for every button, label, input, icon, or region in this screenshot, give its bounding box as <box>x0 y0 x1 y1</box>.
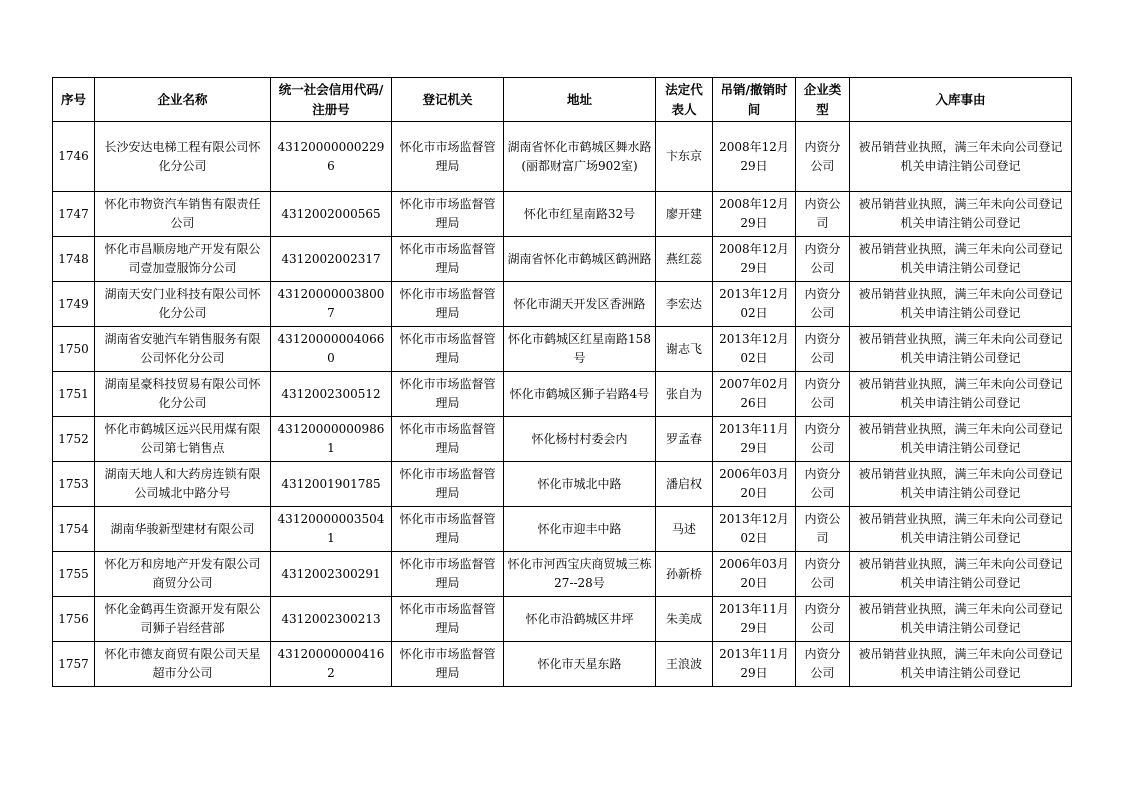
cell-authority: 怀化市市场监督管理局 <box>392 462 504 507</box>
cell-authority: 怀化市市场监督管理局 <box>392 597 504 642</box>
table-row <box>53 282 1072 327</box>
cell-address: 湖南省怀化市鹤城区鹤洲路 <box>504 237 656 282</box>
cell-authority: 怀化市市场监督管理局 <box>392 372 504 417</box>
cell-credit-code: 4312002000565 <box>271 192 392 237</box>
header-rep: 法定代表人 <box>656 78 713 122</box>
header-date: 吊销/撤销时间 <box>713 78 796 122</box>
cell-seq: 1748 <box>53 237 95 282</box>
cell-revoke-date: 2006年03月20日 <box>713 552 796 597</box>
cell-credit-code: 4312002300512 <box>271 372 392 417</box>
cell-address: 怀化杨村村委会内 <box>504 417 656 462</box>
cell-address: 怀化市天星东路 <box>504 642 656 687</box>
cell-credit-code: 431200000004162 <box>271 642 392 687</box>
cell-enterprise-type: 内资分公司 <box>796 417 850 462</box>
cell-enterprise-type: 内资分公司 <box>796 462 850 507</box>
cell-enterprise-name: 怀化金鹤再生资源开发有限公司狮子岩经营部 <box>95 597 271 642</box>
table-row <box>53 462 1072 507</box>
cell-credit-code: 4312002002317 <box>271 237 392 282</box>
cell-enterprise-type: 内资分公司 <box>796 552 850 597</box>
cell-credit-code: 431200000035041 <box>271 507 392 552</box>
cell-reason: 被吊销营业执照，满三年未向公司登记机关申请注销公司登记 <box>850 237 1072 282</box>
cell-seq: 1757 <box>53 642 95 687</box>
cell-authority: 怀化市市场监督管理局 <box>392 552 504 597</box>
registry-table-container <box>52 77 1072 687</box>
cell-seq: 1750 <box>53 327 95 372</box>
cell-authority: 怀化市市场监督管理局 <box>392 237 504 282</box>
cell-seq: 1753 <box>53 462 95 507</box>
cell-legal-rep: 谢志飞 <box>656 327 713 372</box>
cell-credit-code: 431200000040660 <box>271 327 392 372</box>
cell-enterprise-type: 内资分公司 <box>796 327 850 372</box>
cell-enterprise-name: 湖南华骏新型建材有限公司 <box>95 507 271 552</box>
cell-address: 怀化市沿鹤城区井坪 <box>504 597 656 642</box>
cell-legal-rep: 廖开建 <box>656 192 713 237</box>
cell-reason: 被吊销营业执照，满三年未向公司登记机关申请注销公司登记 <box>850 122 1072 192</box>
cell-credit-code: 431200000038007 <box>271 282 392 327</box>
table-row <box>53 327 1072 372</box>
cell-reason: 被吊销营业执照，满三年未向公司登记机关申请注销公司登记 <box>850 507 1072 552</box>
cell-enterprise-type: 内资公司 <box>796 192 850 237</box>
cell-address: 怀化市鹤城区狮子岩路4号 <box>504 372 656 417</box>
cell-seq: 1749 <box>53 282 95 327</box>
cell-address: 怀化市鹤城区红星南路158号 <box>504 327 656 372</box>
header-code: 统一社会信用代码/注册号 <box>271 78 392 122</box>
cell-revoke-date: 2008年12月29日 <box>713 122 796 192</box>
cell-seq: 1754 <box>53 507 95 552</box>
revoked-enterprises-table <box>52 77 1072 687</box>
table-row <box>53 192 1072 237</box>
cell-legal-rep: 李宏达 <box>656 282 713 327</box>
cell-enterprise-name: 湖南天安门业科技有限公司怀化分公司 <box>95 282 271 327</box>
cell-enterprise-type: 内资分公司 <box>796 237 850 282</box>
cell-enterprise-name: 怀化市物资汽车销售有限责任公司 <box>95 192 271 237</box>
cell-revoke-date: 2013年12月02日 <box>713 282 796 327</box>
cell-credit-code: 4312002300291 <box>271 552 392 597</box>
header-name: 企业名称 <box>95 78 271 122</box>
cell-authority: 怀化市市场监督管理局 <box>392 122 504 192</box>
header-authority: 登记机关 <box>392 78 504 122</box>
cell-authority: 怀化市市场监督管理局 <box>392 417 504 462</box>
cell-enterprise-name: 怀化市鹤城区远兴民用煤有限公司第七销售点 <box>95 417 271 462</box>
cell-legal-rep: 潘启权 <box>656 462 713 507</box>
cell-address: 湖南省怀化市鹤城区舞水路(丽都财富广场902室) <box>504 122 656 192</box>
cell-authority: 怀化市市场监督管理局 <box>392 507 504 552</box>
cell-address: 怀化市湖天开发区香洲路 <box>504 282 656 327</box>
table-row <box>53 237 1072 282</box>
cell-address: 怀化市城北中路 <box>504 462 656 507</box>
table-row <box>53 642 1072 687</box>
cell-enterprise-name: 湖南天地人和大药房连锁有限公司城北中路分号 <box>95 462 271 507</box>
cell-reason: 被吊销营业执照，满三年未向公司登记机关申请注销公司登记 <box>850 282 1072 327</box>
cell-reason: 被吊销营业执照，满三年未向公司登记机关申请注销公司登记 <box>850 552 1072 597</box>
header-type: 企业类型 <box>796 78 850 122</box>
cell-legal-rep: 王浪波 <box>656 642 713 687</box>
header-reason: 入库事由 <box>850 78 1072 122</box>
cell-revoke-date: 2013年11月29日 <box>713 642 796 687</box>
cell-seq: 1752 <box>53 417 95 462</box>
cell-revoke-date: 2013年11月29日 <box>713 597 796 642</box>
cell-enterprise-name: 怀化市昌顺房地产开发有限公司壹加壹服饰分公司 <box>95 237 271 282</box>
cell-address: 怀化市红星南路32号 <box>504 192 656 237</box>
cell-address: 怀化市河西宝庆商贸城三栋27--28号 <box>504 552 656 597</box>
cell-legal-rep: 卞东京 <box>656 122 713 192</box>
cell-reason: 被吊销营业执照，满三年未向公司登记机关申请注销公司登记 <box>850 192 1072 237</box>
cell-authority: 怀化市市场监督管理局 <box>392 327 504 372</box>
cell-revoke-date: 2008年12月29日 <box>713 192 796 237</box>
cell-authority: 怀化市市场监督管理局 <box>392 192 504 237</box>
cell-legal-rep: 马述 <box>656 507 713 552</box>
cell-revoke-date: 2006年03月20日 <box>713 462 796 507</box>
cell-seq: 1747 <box>53 192 95 237</box>
cell-legal-rep: 张自为 <box>656 372 713 417</box>
cell-reason: 被吊销营业执照，满三年未向公司登记机关申请注销公司登记 <box>850 417 1072 462</box>
cell-reason: 被吊销营业执照，满三年未向公司登记机关申请注销公司登记 <box>850 597 1072 642</box>
cell-reason: 被吊销营业执照，满三年未向公司登记机关申请注销公司登记 <box>850 372 1072 417</box>
cell-authority: 怀化市市场监督管理局 <box>392 282 504 327</box>
cell-legal-rep: 罗孟春 <box>656 417 713 462</box>
cell-revoke-date: 2008年12月29日 <box>713 237 796 282</box>
cell-enterprise-type: 内资分公司 <box>796 597 850 642</box>
table-row <box>53 597 1072 642</box>
cell-enterprise-type: 内资分公司 <box>796 642 850 687</box>
header-address: 地址 <box>504 78 656 122</box>
cell-enterprise-type: 内资分公司 <box>796 372 850 417</box>
cell-reason: 被吊销营业执照，满三年未向公司登记机关申请注销公司登记 <box>850 462 1072 507</box>
cell-reason: 被吊销营业执照，满三年未向公司登记机关申请注销公司登记 <box>850 642 1072 687</box>
cell-authority: 怀化市市场监督管理局 <box>392 642 504 687</box>
cell-enterprise-type: 内资公司 <box>796 507 850 552</box>
table-body <box>53 122 1072 687</box>
cell-credit-code: 431200000002296 <box>271 122 392 192</box>
cell-legal-rep: 燕红蕊 <box>656 237 713 282</box>
cell-enterprise-name: 湖南省安驰汽车销售服务有限公司怀化分公司 <box>95 327 271 372</box>
table-header-row <box>53 78 1072 122</box>
cell-enterprise-name: 怀化万和房地产开发有限公司商贸分公司 <box>95 552 271 597</box>
cell-enterprise-type: 内资分公司 <box>796 282 850 327</box>
cell-revoke-date: 2007年02月26日 <box>713 372 796 417</box>
cell-enterprise-type: 内资分公司 <box>796 122 850 192</box>
cell-credit-code: 431200000009861 <box>271 417 392 462</box>
cell-enterprise-name: 长沙安达电梯工程有限公司怀化分公司 <box>95 122 271 192</box>
table-row <box>53 417 1072 462</box>
cell-enterprise-name: 怀化市德友商贸有限公司天星超市分公司 <box>95 642 271 687</box>
cell-seq: 1751 <box>53 372 95 417</box>
cell-revoke-date: 2013年12月02日 <box>713 327 796 372</box>
table-row <box>53 507 1072 552</box>
cell-address: 怀化市迎丰中路 <box>504 507 656 552</box>
table-row <box>53 122 1072 192</box>
cell-revoke-date: 2013年11月29日 <box>713 417 796 462</box>
header-seq: 序号 <box>53 78 95 122</box>
cell-seq: 1756 <box>53 597 95 642</box>
cell-credit-code: 4312002300213 <box>271 597 392 642</box>
cell-legal-rep: 孙新桥 <box>656 552 713 597</box>
cell-enterprise-name: 湖南星豪科技贸易有限公司怀化分公司 <box>95 372 271 417</box>
cell-revoke-date: 2013年12月02日 <box>713 507 796 552</box>
cell-seq: 1746 <box>53 122 95 192</box>
table-row <box>53 372 1072 417</box>
cell-credit-code: 4312001901785 <box>271 462 392 507</box>
cell-seq: 1755 <box>53 552 95 597</box>
table-row <box>53 552 1072 597</box>
cell-legal-rep: 朱美成 <box>656 597 713 642</box>
cell-reason: 被吊销营业执照，满三年未向公司登记机关申请注销公司登记 <box>850 327 1072 372</box>
